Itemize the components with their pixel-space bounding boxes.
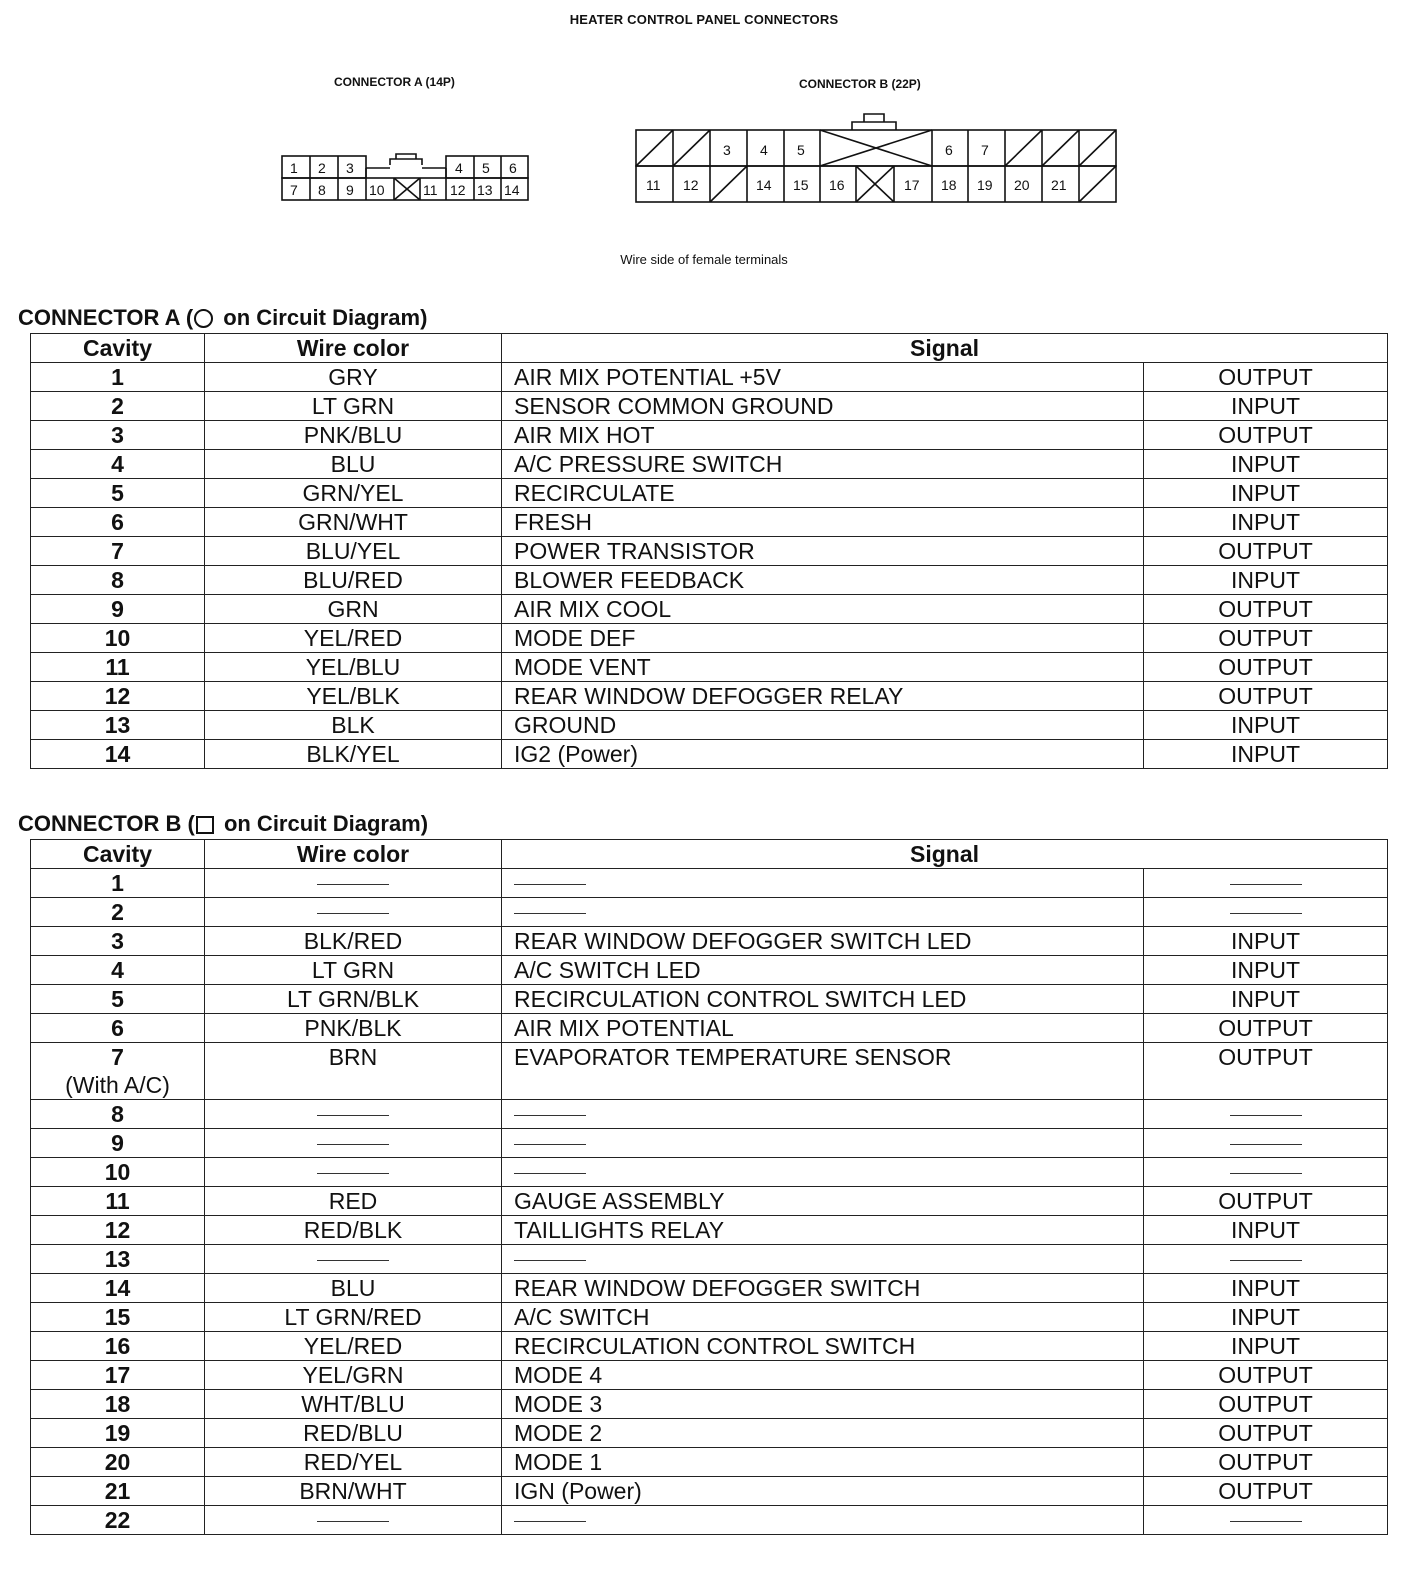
table-row bbox=[31, 1419, 1388, 1448]
cavity-cell: 6 bbox=[31, 508, 205, 537]
direction-cell: INPUT bbox=[1144, 956, 1388, 985]
conn-b-cell: 6 bbox=[945, 142, 953, 158]
direction-cell: OUTPUT bbox=[1144, 1187, 1388, 1216]
signal-cell: A/C PRESSURE SWITCH bbox=[502, 450, 1144, 479]
conn-a-cell: 5 bbox=[482, 160, 490, 176]
signal-cell: REAR WINDOW DEFOGGER RELAY bbox=[502, 682, 1144, 711]
signal-cell: AIR MIX POTENTIAL bbox=[502, 1014, 1144, 1043]
signal-cell: IG2 (Power) bbox=[502, 740, 1144, 769]
cavity-cell: 6 bbox=[31, 1014, 205, 1043]
empty-dash bbox=[514, 913, 586, 914]
direction-cell: OUTPUT bbox=[1144, 537, 1388, 566]
direction-cell: INPUT bbox=[1144, 740, 1388, 769]
wire-color-cell: GRN/WHT bbox=[205, 508, 502, 537]
empty-dash bbox=[317, 884, 389, 885]
table-row bbox=[31, 927, 1388, 956]
signal-cell: GROUND bbox=[502, 711, 1144, 740]
table-row bbox=[31, 1245, 1388, 1274]
table-row bbox=[31, 421, 1388, 450]
direction-cell bbox=[1144, 1100, 1388, 1129]
header-signal: Signal bbox=[502, 334, 1388, 363]
wire-color-cell: PNK/BLU bbox=[205, 421, 502, 450]
conn-b-cell: 11 bbox=[646, 177, 661, 193]
direction-cell: OUTPUT bbox=[1144, 653, 1388, 682]
table-row bbox=[31, 1014, 1388, 1043]
signal-cell: IGN (Power) bbox=[502, 1477, 1144, 1506]
empty-dash bbox=[1230, 1144, 1302, 1145]
wire-color-cell: YEL/RED bbox=[205, 1332, 502, 1361]
cavity-cell: 8 bbox=[31, 1100, 205, 1129]
direction-cell: INPUT bbox=[1144, 1332, 1388, 1361]
empty-dash bbox=[514, 1115, 586, 1116]
direction-cell: OUTPUT bbox=[1144, 1477, 1388, 1506]
direction-cell: INPUT bbox=[1144, 1216, 1388, 1245]
wire-color-cell: GRY bbox=[205, 363, 502, 392]
cavity-cell: 9 bbox=[31, 595, 205, 624]
table-row bbox=[31, 956, 1388, 985]
wire-color-cell: YEL/BLK bbox=[205, 682, 502, 711]
cavity-cell: 5 bbox=[31, 985, 205, 1014]
signal-cell: A/C SWITCH bbox=[502, 1303, 1144, 1332]
signal-cell: EVAPORATOR TEMPERATURE SENSOR bbox=[502, 1043, 1144, 1100]
wire-color-cell: LT GRN bbox=[205, 392, 502, 421]
direction-cell: OUTPUT bbox=[1144, 1448, 1388, 1477]
wire-color-cell: GRN bbox=[205, 595, 502, 624]
conn-a-cell: 13 bbox=[477, 182, 493, 198]
table-row bbox=[31, 1100, 1388, 1129]
signal-cell: MODE DEF bbox=[502, 624, 1144, 653]
direction-cell: OUTPUT bbox=[1144, 595, 1388, 624]
wire-color-cell: BRN/WHT bbox=[205, 1477, 502, 1506]
circle-icon bbox=[194, 309, 213, 328]
cavity-cell: 3 bbox=[31, 927, 205, 956]
direction-cell: OUTPUT bbox=[1144, 624, 1388, 653]
signal-cell: BLOWER FEEDBACK bbox=[502, 566, 1144, 595]
direction-cell: OUTPUT bbox=[1144, 363, 1388, 392]
cavity-cell: 22 bbox=[31, 1506, 205, 1535]
signal-cell: AIR MIX POTENTIAL +5V bbox=[502, 363, 1144, 392]
table-row bbox=[31, 1303, 1388, 1332]
signal-cell: FRESH bbox=[502, 508, 1144, 537]
wire-color-cell bbox=[205, 1158, 502, 1187]
wire-color-cell: LT GRN/RED bbox=[205, 1303, 502, 1332]
table-row bbox=[31, 479, 1388, 508]
table-row bbox=[31, 624, 1388, 653]
wire-color-cell bbox=[205, 1245, 502, 1274]
empty-dash bbox=[317, 1260, 389, 1261]
cavity-cell: 11 bbox=[31, 653, 205, 682]
direction-cell: OUTPUT bbox=[1144, 1419, 1388, 1448]
conn-b-cell: 12 bbox=[683, 177, 699, 193]
cavity-cell: 14 bbox=[31, 1274, 205, 1303]
table-row bbox=[31, 869, 1388, 898]
table-row bbox=[31, 653, 1388, 682]
connector-b-diagram bbox=[634, 110, 1118, 206]
cavity-cell: 1 bbox=[31, 869, 205, 898]
table-row bbox=[31, 1158, 1388, 1187]
direction-cell: INPUT bbox=[1144, 711, 1388, 740]
cavity-cell: 18 bbox=[31, 1390, 205, 1419]
cavity-cell: 13 bbox=[31, 711, 205, 740]
page-title: HEATER CONTROL PANEL CONNECTORS bbox=[569, 12, 839, 27]
cavity-cell: 7 bbox=[31, 537, 205, 566]
cavity-cell: 1 bbox=[31, 363, 205, 392]
signal-cell: MODE VENT bbox=[502, 653, 1144, 682]
direction-cell: INPUT bbox=[1144, 392, 1388, 421]
signal-cell: AIR MIX HOT bbox=[502, 421, 1144, 450]
direction-cell: OUTPUT bbox=[1144, 1043, 1388, 1100]
cavity-cell: 11 bbox=[31, 1187, 205, 1216]
cavity-cell: 10 bbox=[31, 1158, 205, 1187]
cavity-cell: 14 bbox=[31, 740, 205, 769]
wire-color-cell: RED/YEL bbox=[205, 1448, 502, 1477]
conn-a-cell: 6 bbox=[509, 160, 517, 176]
header-cavity: Cavity bbox=[31, 334, 205, 363]
conn-a-cell: 8 bbox=[318, 182, 326, 198]
direction-cell: INPUT bbox=[1144, 1303, 1388, 1332]
cavity-note: (With A/C) bbox=[65, 1072, 170, 1098]
wire-color-cell: GRN/YEL bbox=[205, 479, 502, 508]
signal-cell: REAR WINDOW DEFOGGER SWITCH bbox=[502, 1274, 1144, 1303]
direction-cell bbox=[1144, 898, 1388, 927]
conn-a-cell: 9 bbox=[346, 182, 354, 198]
conn-b-cell: 7 bbox=[981, 142, 989, 158]
conn-b-cell: 20 bbox=[1014, 177, 1030, 193]
conn-a-cell: 4 bbox=[455, 160, 463, 176]
signal-cell bbox=[502, 869, 1144, 898]
signal-cell: SENSOR COMMON GROUND bbox=[502, 392, 1144, 421]
signal-cell: GAUGE ASSEMBLY bbox=[502, 1187, 1144, 1216]
signal-cell: MODE 2 bbox=[502, 1419, 1144, 1448]
conn-b-cell: 4 bbox=[760, 142, 768, 158]
cavity-cell: 3 bbox=[31, 421, 205, 450]
direction-cell: OUTPUT bbox=[1144, 1390, 1388, 1419]
conn-b-cell: 21 bbox=[1051, 177, 1067, 193]
table-row bbox=[31, 1216, 1388, 1245]
empty-dash bbox=[317, 1115, 389, 1116]
signal-cell bbox=[502, 1158, 1144, 1187]
conn-a-cell: 7 bbox=[290, 182, 298, 198]
wire-color-cell: BLK/RED bbox=[205, 927, 502, 956]
conn-a-cell: 1 bbox=[290, 160, 298, 176]
direction-cell: INPUT bbox=[1144, 508, 1388, 537]
header-wire-color: Wire color bbox=[205, 334, 502, 363]
empty-dash bbox=[1230, 884, 1302, 885]
direction-cell bbox=[1144, 1158, 1388, 1187]
table-row bbox=[31, 450, 1388, 479]
connector-b-label: CONNECTOR B (22P) bbox=[799, 77, 921, 91]
wire-color-cell bbox=[205, 1506, 502, 1535]
table-row bbox=[31, 508, 1388, 537]
direction-cell bbox=[1144, 1245, 1388, 1274]
table-row bbox=[31, 1506, 1388, 1535]
connector-b-table bbox=[30, 839, 1388, 1535]
cavity-cell: 4 bbox=[31, 450, 205, 479]
empty-dash bbox=[317, 1521, 389, 1522]
empty-dash bbox=[1230, 913, 1302, 914]
empty-dash bbox=[1230, 1115, 1302, 1116]
direction-cell: INPUT bbox=[1144, 566, 1388, 595]
direction-cell: INPUT bbox=[1144, 927, 1388, 956]
conn-b-cell: 15 bbox=[793, 177, 809, 193]
cavity-cell: 5 bbox=[31, 479, 205, 508]
cavity-cell: 12 bbox=[31, 682, 205, 711]
table-row bbox=[31, 1448, 1388, 1477]
signal-cell: TAILLIGHTS RELAY bbox=[502, 1216, 1144, 1245]
wire-color-cell: YEL/BLU bbox=[205, 653, 502, 682]
conn-a-cell: 12 bbox=[450, 182, 466, 198]
empty-dash bbox=[317, 1144, 389, 1145]
table-header-row bbox=[31, 334, 1388, 363]
conn-a-cell: 14 bbox=[504, 182, 520, 198]
wire-color-cell: BLK bbox=[205, 711, 502, 740]
direction-cell: INPUT bbox=[1144, 450, 1388, 479]
table-row bbox=[31, 1390, 1388, 1419]
wire-color-cell: YEL/RED bbox=[205, 624, 502, 653]
table-row bbox=[31, 566, 1388, 595]
empty-dash bbox=[1230, 1173, 1302, 1174]
cavity-cell: 15 bbox=[31, 1303, 205, 1332]
direction-cell: INPUT bbox=[1144, 479, 1388, 508]
signal-cell: RECIRCULATE bbox=[502, 479, 1144, 508]
cavity-cell: 16 bbox=[31, 1332, 205, 1361]
empty-dash bbox=[317, 913, 389, 914]
conn-b-cell: 18 bbox=[941, 177, 957, 193]
wire-color-cell bbox=[205, 1129, 502, 1158]
wire-color-cell: RED/BLK bbox=[205, 1216, 502, 1245]
wire-color-cell: BLU/YEL bbox=[205, 537, 502, 566]
connector-b-heading: CONNECTOR B ( on Circuit Diagram) bbox=[18, 811, 429, 836]
signal-cell: MODE 1 bbox=[502, 1448, 1144, 1477]
table-row bbox=[31, 1129, 1388, 1158]
wire-color-cell bbox=[205, 869, 502, 898]
header-wire-color: Wire color bbox=[205, 840, 502, 869]
cavity-cell: 9 bbox=[31, 1129, 205, 1158]
table-row bbox=[31, 740, 1388, 769]
table-row bbox=[31, 1361, 1388, 1390]
connector-a-label: CONNECTOR A (14P) bbox=[334, 75, 455, 89]
wire-color-cell: WHT/BLU bbox=[205, 1390, 502, 1419]
direction-cell: INPUT bbox=[1144, 985, 1388, 1014]
diagram-caption: Wire side of female terminals bbox=[620, 252, 788, 267]
wire-color-cell: LT GRN/BLK bbox=[205, 985, 502, 1014]
table-row bbox=[31, 537, 1388, 566]
header-signal: Signal bbox=[502, 840, 1388, 869]
signal-cell bbox=[502, 1129, 1144, 1158]
wire-color-cell: BLU/RED bbox=[205, 566, 502, 595]
cavity-cell: 20 bbox=[31, 1448, 205, 1477]
table-row bbox=[31, 1274, 1388, 1303]
signal-cell: RECIRCULATION CONTROL SWITCH bbox=[502, 1332, 1144, 1361]
conn-b-cell: 16 bbox=[829, 177, 845, 193]
conn-b-cell: 14 bbox=[756, 177, 772, 193]
empty-dash bbox=[514, 1260, 586, 1261]
signal-cell: MODE 3 bbox=[502, 1390, 1144, 1419]
table-row bbox=[31, 1187, 1388, 1216]
table-row bbox=[31, 1332, 1388, 1361]
direction-cell: INPUT bbox=[1144, 1274, 1388, 1303]
connector-a-table bbox=[30, 333, 1388, 769]
signal-cell bbox=[502, 1245, 1144, 1274]
cavity-cell: 2 bbox=[31, 392, 205, 421]
signal-cell bbox=[502, 1100, 1144, 1129]
empty-dash bbox=[317, 1173, 389, 1174]
cavity-cell: 7 (With A/C) bbox=[31, 1043, 205, 1100]
wire-color-cell bbox=[205, 898, 502, 927]
conn-a-cell: 10 bbox=[369, 182, 385, 198]
empty-dash bbox=[514, 1144, 586, 1145]
wire-color-cell: BLU bbox=[205, 1274, 502, 1303]
wire-color-cell: BLU bbox=[205, 450, 502, 479]
table-row bbox=[31, 1477, 1388, 1506]
cavity-cell: 13 bbox=[31, 1245, 205, 1274]
empty-dash bbox=[1230, 1260, 1302, 1261]
cavity-cell: 10 bbox=[31, 624, 205, 653]
wire-color-cell: RED bbox=[205, 1187, 502, 1216]
conn-b-cell: 19 bbox=[977, 177, 993, 193]
table-row bbox=[31, 363, 1388, 392]
wire-color-cell bbox=[205, 1100, 502, 1129]
wire-color-cell: LT GRN bbox=[205, 956, 502, 985]
cavity-cell: 2 bbox=[31, 898, 205, 927]
conn-b-cell: 3 bbox=[723, 142, 731, 158]
wire-color-cell: PNK/BLK bbox=[205, 1014, 502, 1043]
wire-color-cell: BRN bbox=[205, 1043, 502, 1100]
wire-color-cell: BLK/YEL bbox=[205, 740, 502, 769]
direction-cell: OUTPUT bbox=[1144, 682, 1388, 711]
signal-cell: REAR WINDOW DEFOGGER SWITCH LED bbox=[502, 927, 1144, 956]
conn-a-cell: 3 bbox=[346, 160, 354, 176]
empty-dash bbox=[514, 1173, 586, 1174]
table-row bbox=[31, 392, 1388, 421]
direction-cell bbox=[1144, 869, 1388, 898]
empty-dash bbox=[514, 1521, 586, 1522]
signal-cell: A/C SWITCH LED bbox=[502, 956, 1144, 985]
table-row bbox=[31, 985, 1388, 1014]
table-header-row bbox=[31, 840, 1388, 869]
wire-color-cell: RED/BLU bbox=[205, 1419, 502, 1448]
direction-cell: OUTPUT bbox=[1144, 421, 1388, 450]
signal-cell: AIR MIX COOL bbox=[502, 595, 1144, 624]
direction-cell bbox=[1144, 1506, 1388, 1535]
connector-a-diagram bbox=[278, 156, 532, 206]
cavity-cell: 12 bbox=[31, 1216, 205, 1245]
direction-cell: OUTPUT bbox=[1144, 1014, 1388, 1043]
cavity-cell: 17 bbox=[31, 1361, 205, 1390]
empty-dash bbox=[514, 884, 586, 885]
header-cavity: Cavity bbox=[31, 840, 205, 869]
conn-a-cell: 11 bbox=[423, 182, 438, 198]
wire-color-cell: YEL/GRN bbox=[205, 1361, 502, 1390]
conn-a-cell: 2 bbox=[318, 160, 326, 176]
table-row bbox=[31, 898, 1388, 927]
square-icon bbox=[196, 816, 214, 834]
empty-dash bbox=[1230, 1521, 1302, 1522]
table-row bbox=[31, 595, 1388, 624]
signal-cell: RECIRCULATION CONTROL SWITCH LED bbox=[502, 985, 1144, 1014]
table-row bbox=[31, 1043, 1388, 1100]
cavity-cell: 19 bbox=[31, 1419, 205, 1448]
cavity-cell: 8 bbox=[31, 566, 205, 595]
signal-cell bbox=[502, 898, 1144, 927]
direction-cell bbox=[1144, 1129, 1388, 1158]
table-row bbox=[31, 682, 1388, 711]
connector-a-heading: CONNECTOR A ( on Circuit Diagram) bbox=[18, 305, 428, 330]
cavity-cell: 21 bbox=[31, 1477, 205, 1506]
signal-cell bbox=[502, 1506, 1144, 1535]
cavity-cell: 4 bbox=[31, 956, 205, 985]
conn-b-cell: 17 bbox=[904, 177, 920, 193]
direction-cell: OUTPUT bbox=[1144, 1361, 1388, 1390]
conn-b-cell: 5 bbox=[797, 142, 805, 158]
signal-cell: MODE 4 bbox=[502, 1361, 1144, 1390]
signal-cell: POWER TRANSISTOR bbox=[502, 537, 1144, 566]
table-row bbox=[31, 711, 1388, 740]
